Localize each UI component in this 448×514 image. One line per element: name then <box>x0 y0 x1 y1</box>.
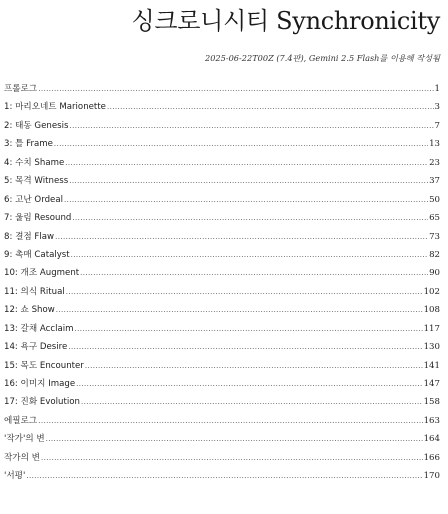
toc-leader-dots <box>26 470 422 482</box>
toc-entry-page-number: 170 <box>423 471 440 482</box>
toc-entry-label: 3: 틀 Frame <box>4 139 53 150</box>
toc-entry[interactable] <box>4 175 440 193</box>
toc-leader-dots <box>38 415 422 427</box>
toc-entry[interactable] <box>4 396 440 414</box>
toc-leader-dots <box>69 120 433 132</box>
toc-entry[interactable] <box>4 452 440 470</box>
toc-entry[interactable] <box>4 83 440 101</box>
toc-entry-page-number: 65 <box>429 213 440 224</box>
toc-leader-dots <box>72 212 428 224</box>
toc-entry-label: 1: 마리오네트 Marionette <box>4 102 106 113</box>
toc-leader-dots <box>68 341 422 353</box>
toc-leader-dots <box>46 433 423 445</box>
toc-leader-dots <box>64 194 428 206</box>
toc-entry-label: 11: 의식 Ritual <box>4 286 65 297</box>
toc-entry-label: '작가'의 변 <box>4 434 45 445</box>
toc-leader-dots <box>41 452 423 464</box>
toc-entry-label: 4: 수치 Shame <box>4 157 65 168</box>
toc-entry-page-number: 37 <box>429 176 440 187</box>
toc-entry-label: 9: 촉매 Catalyst <box>4 249 70 260</box>
toc-leader-dots <box>55 231 428 243</box>
document-subtitle: 2025-06-22T00Z (7.4판), Gemini 2.5 Flash를 이용해 작성됨 <box>204 53 440 63</box>
toc-leader-dots <box>85 360 423 372</box>
toc-entry-label: 17: 진화 Evolution <box>4 397 80 408</box>
toc-leader-dots <box>65 157 428 169</box>
toc-entry-page-number: 158 <box>423 397 440 408</box>
toc-entry[interactable] <box>4 194 440 212</box>
toc-entry[interactable] <box>4 415 440 433</box>
toc-entry-label: 15: 목도 Encounter <box>4 360 84 371</box>
toc-entry[interactable] <box>4 231 440 249</box>
toc-entry[interactable] <box>4 341 440 359</box>
toc-entry-label: 작가의 변 <box>4 452 40 463</box>
toc-entry-label: '서평' <box>4 471 26 482</box>
toc-entry-label: 12: 쇼 Show <box>4 305 55 316</box>
toc-entry-page-number: 164 <box>423 434 440 445</box>
toc-entry-label: 프롤로그 <box>4 84 38 94</box>
toc-leader-dots <box>69 175 428 187</box>
toc-entry-page-number: 82 <box>429 249 440 260</box>
toc-entry[interactable] <box>4 286 440 304</box>
toc-entry[interactable] <box>4 120 440 138</box>
toc-entry[interactable] <box>4 267 440 285</box>
toc-entry-page-number: 50 <box>429 194 440 205</box>
toc-entry-label: 8: 결점 Flaw <box>4 231 55 242</box>
toc-leader-dots <box>107 101 434 113</box>
toc-entry-page-number: 3 <box>434 102 440 113</box>
toc-entry[interactable] <box>4 101 440 119</box>
table-of-contents <box>4 83 440 489</box>
toc-entry-page-number: 73 <box>429 231 440 242</box>
toc-entry-label: 에필로그 <box>4 415 38 426</box>
toc-leader-dots <box>76 378 422 390</box>
toc-entry-label: 10: 개조 Augment <box>4 268 80 279</box>
toc-leader-dots <box>80 267 428 279</box>
toc-entry-page-number: 163 <box>423 415 440 426</box>
toc-entry[interactable] <box>4 212 440 230</box>
toc-entry-label: 16: 이미지 Image <box>4 379 76 389</box>
toc-entry-page-number: 90 <box>429 268 440 279</box>
toc-entry-page-number: 7 <box>434 120 440 131</box>
toc-entry-page-number: 1 <box>434 84 440 94</box>
toc-entry-page-number: 13 <box>429 139 440 150</box>
toc-entry[interactable] <box>4 138 440 156</box>
toc-entry-label: 14: 욕구 Desire <box>4 342 68 353</box>
toc-entry-label: 6: 고난 Ordeal <box>4 194 63 205</box>
toc-leader-dots <box>54 138 428 150</box>
toc-entry-page-number: 147 <box>423 379 440 389</box>
toc-entry[interactable] <box>4 249 440 267</box>
toc-entry-page-number: 130 <box>423 342 440 353</box>
toc-leader-dots <box>66 286 423 298</box>
toc-entry-label: 2: 태동 Genesis <box>4 120 69 131</box>
document-title: 싱크로니시티 Synchronicity <box>131 7 440 35</box>
toc-entry-page-number: 102 <box>423 286 440 297</box>
toc-entry[interactable] <box>4 157 440 175</box>
toc-entry[interactable] <box>4 470 440 488</box>
toc-entry[interactable] <box>4 378 440 396</box>
toc-entry-label: 7: 울림 Resound <box>4 213 72 224</box>
toc-entry[interactable] <box>4 304 440 322</box>
toc-entry-page-number: 108 <box>423 305 440 316</box>
toc-leader-dots <box>56 304 423 316</box>
toc-leader-dots <box>38 83 433 95</box>
toc-entry-page-number: 166 <box>423 452 440 463</box>
toc-leader-dots <box>71 249 428 261</box>
toc-entry-page-number: 117 <box>423 323 440 334</box>
toc-leader-dots <box>81 396 423 408</box>
toc-entry-page-number: 23 <box>429 157 440 168</box>
toc-entry-label: 5: 목격 Witness <box>4 176 69 187</box>
toc-entry-label: 13: 갈채 Acclaim <box>4 323 74 334</box>
toc-entry-page-number: 141 <box>423 360 440 371</box>
toc-entry[interactable] <box>4 433 440 451</box>
toc-entry[interactable] <box>4 360 440 378</box>
toc-entry[interactable] <box>4 323 440 341</box>
toc-leader-dots <box>75 323 423 335</box>
